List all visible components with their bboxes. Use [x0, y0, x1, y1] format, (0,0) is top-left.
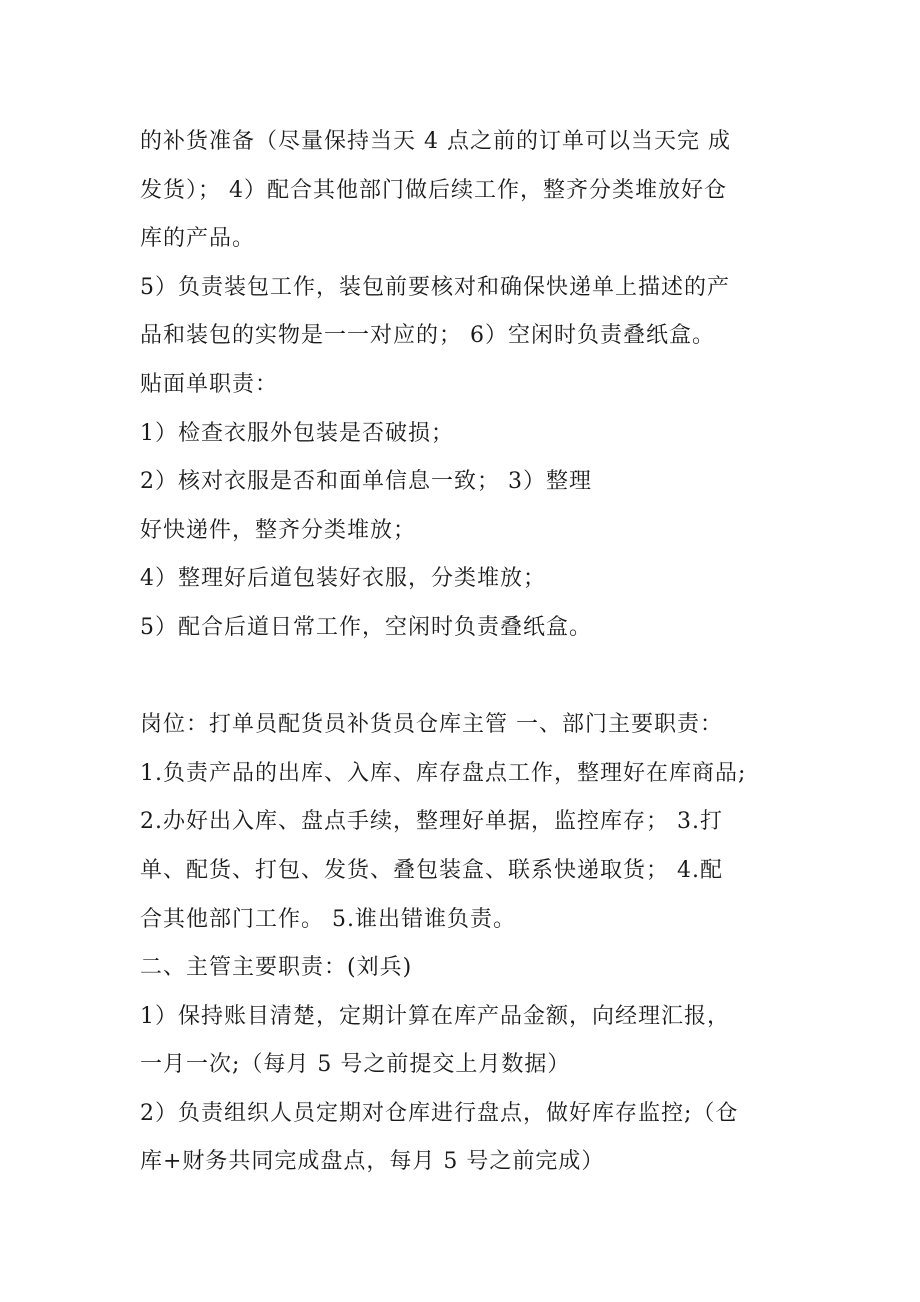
text-line: 一月一次;（每月 5 号之前提交上月数据）: [140, 1052, 571, 1078]
text-line: 1.负责产品的出库、入库、库存盘点工作，整理好在库商品;: [140, 760, 747, 786]
text-line: 5）配合后道日常工作，空闲时负责叠纸盒。: [140, 614, 592, 640]
blank-line: [140, 653, 800, 702]
text-line: 合其他部门工作。 5.谁出错谁负责。: [140, 906, 516, 932]
text-line: 的补货准备（尽量保持当天 4 点之前的订单可以当天完 成: [140, 129, 731, 154]
text-line: 单、配货、打包、发货、叠包装盒、联系快递取货； 4.配: [140, 857, 723, 883]
document-body: [140, 118, 800, 1187]
text-line: 发货）； 4）配合其他部门做后续工作，整齐分类堆放好仓: [140, 177, 727, 203]
text-line: 品和装包的实物是一一对应的； 6）空闲时负责叠纸盒。: [140, 323, 715, 349]
text-line: 2）核对衣服是否和面单信息一致； 3）整理: [140, 469, 592, 495]
text-line: 库的产品。: [140, 226, 256, 252]
text-line: 2）负责组织人员定期对仓库进行盘点，做好库存监控;（仓: [140, 1100, 739, 1126]
section-heading: 二、主管主要职责：(刘兵): [140, 955, 413, 981]
text-line: 1）保持账目清楚，定期计算在库产品金额，向经理汇报，: [140, 1003, 730, 1029]
text-line: 5）负责装包工作，装包前要核对和确保快递单上描述的产: [140, 274, 730, 300]
section-heading: 贴面单职责：: [140, 371, 279, 397]
text-line: 好快递件，整齐分类堆放；: [140, 517, 417, 543]
section-heading: 岗位：打单员配货员补货员仓库主管 一、部门主要职责：: [140, 712, 723, 738]
text-line: 2.办好出入库、盘点手续，整理好单据，监控库存； 3.打: [140, 809, 723, 835]
text-line: 1）检查衣服外包装是否破损；: [140, 420, 454, 446]
text-line: 4）整理好后道包装好衣服，分类堆放；: [140, 566, 546, 592]
text-line: 库+财务共同完成盘点，每月 5 号之前完成）: [140, 1149, 605, 1175]
